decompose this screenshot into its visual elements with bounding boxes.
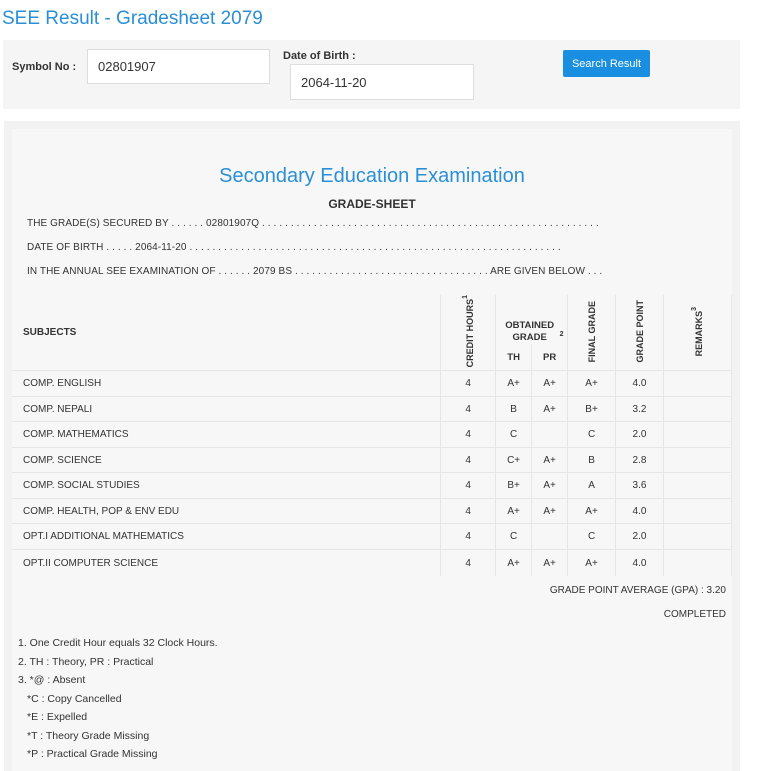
th-header: TH	[496, 344, 532, 371]
remarks-cell	[663, 448, 731, 473]
remarks-cell	[663, 422, 731, 448]
footnote-expelled: *E : Expelled	[27, 711, 88, 723]
grade-point-cell: 2.0	[616, 524, 664, 550]
footnote-copy-cancelled: *C : Copy Cancelled	[27, 692, 122, 705]
credit-cell: 4	[441, 473, 496, 499]
final-grade-cell: A+	[568, 371, 616, 397]
dob-input[interactable]: 2064-11-20	[290, 64, 474, 100]
pr-cell: A+	[532, 448, 568, 473]
credit-cell: 4	[441, 371, 496, 397]
pr-cell: A+	[532, 371, 568, 397]
pr-cell: A+	[532, 499, 568, 524]
remarks-cell	[663, 524, 731, 550]
final-grade-cell: A+	[568, 499, 616, 524]
credit-cell: 4	[441, 397, 496, 422]
th-cell: B+	[496, 473, 532, 499]
pr-cell	[532, 422, 568, 448]
credit-cell: 4	[441, 422, 496, 448]
remarks-cell	[663, 397, 731, 422]
dob-line: DATE OF BIRTH . . . . . 2064-11-20 . . . . . . . . . . . . . . . . . . . . . . . . . . . . . . . . . . . . . . . . . . . . . . . . . . . . . . . . . . . . . . . . .	[27, 242, 561, 253]
result-status: COMPLETED	[663, 609, 726, 620]
table-row	[12, 422, 732, 448]
th-cell: B	[496, 397, 532, 422]
pr-cell: A+	[532, 550, 568, 576]
final-grade-cell: C	[568, 524, 616, 550]
footnote-practical-missing: *P : Practical Grade Missing	[27, 748, 158, 760]
obtained-grade-header: OBTAINED GRADE $^2$	[496, 295, 568, 344]
grades-table	[12, 295, 732, 576]
pr-cell	[532, 524, 568, 550]
gradesheet	[12, 129, 732, 771]
grade-point-cell: 3.2	[616, 397, 664, 422]
table-row	[12, 524, 732, 550]
gradesheet-title: GRADE-SHEET	[328, 197, 416, 211]
gpa-summary: GRADE POINT AVERAGE (GPA) : 3.20	[549, 585, 726, 596]
grade-point-cell: 4.0	[616, 550, 664, 576]
grade-point-cell: 2.8	[616, 448, 664, 473]
search-panel	[3, 40, 740, 109]
exam-line: IN THE ANNUAL SEE EXAMINATION OF . . . . . . 2079 BS . . . . . . . . . . . . . . . . . . . . . . . . . . . . . . . . . . ARE GIVEN BELOW . . .	[27, 266, 603, 277]
grade-point-cell: 3.6	[616, 473, 664, 499]
footnote-th-pr: 2. TH : Theory, PR : Practical	[18, 655, 154, 668]
remarks-cell	[663, 499, 731, 524]
final-grade-header: FINAL GRADE	[568, 295, 616, 371]
footnote-credit-hour: 1. One Credit Hour equals 32 Clock Hours.	[18, 637, 218, 649]
th-cell: C+	[496, 448, 532, 473]
grade-point-cell: 2.0	[616, 422, 664, 448]
final-grade-cell: C	[568, 422, 616, 448]
remarks-header: REMARKS$^3$	[663, 295, 731, 371]
remarks-cell	[663, 550, 731, 576]
dob-label: Date of Birth :	[283, 50, 356, 62]
table-row	[12, 397, 732, 422]
th-cell: A+	[496, 499, 532, 524]
th-cell: C	[496, 422, 532, 448]
grade-point-cell: 4.0	[616, 499, 664, 524]
footnote-absent: 3. *@ : Absent	[18, 674, 86, 686]
table-row	[12, 448, 732, 473]
table-row	[12, 371, 732, 397]
grade-point-header: GRADE POINT	[616, 295, 664, 371]
search-result-button[interactable]: Search Result	[563, 50, 650, 77]
footnotes	[18, 634, 218, 764]
page-title: SEE Result - Gradesheet 2079	[2, 8, 263, 29]
pr-header: PR	[532, 344, 568, 371]
subject-cell: COMP. MATHEMATICS	[12, 422, 441, 448]
credit-cell: 4	[441, 499, 496, 524]
table-row	[12, 499, 732, 524]
footnote-theory-missing: *T : Theory Grade Missing	[27, 729, 150, 742]
th-cell: A+	[496, 371, 532, 397]
exam-title: Secondary Education Examination	[219, 165, 525, 187]
subjects-header: SUBJECTS	[12, 295, 441, 371]
secured-by-line: THE GRADE(S) SECURED BY . . . . . . 02801907Q . . . . . . . . . . . . . . . . . . . . . . . . . . . . . . . . . . . . . . . . . . . . . . . . . . . . . . . . . . .	[27, 218, 599, 229]
table-row	[12, 550, 732, 576]
subject-cell: COMP. SOCIAL STUDIES	[12, 473, 441, 499]
subject-cell: COMP. SCIENCE	[12, 448, 441, 473]
final-grade-cell: B+	[568, 397, 616, 422]
remarks-cell	[663, 473, 731, 499]
credit-cell: 4	[441, 550, 496, 576]
subject-cell: OPT.II COMPUTER SCIENCE	[12, 550, 441, 576]
final-grade-cell: A	[568, 473, 616, 499]
final-grade-cell: A+	[568, 550, 616, 576]
subject-cell: OPT.I ADDITIONAL MATHEMATICS	[12, 524, 441, 550]
credit-hours-header: CREDIT HOURS$^1$	[441, 295, 496, 371]
th-cell: A+	[496, 550, 532, 576]
pr-cell: A+	[532, 473, 568, 499]
symbol-label: Symbol No :	[12, 61, 77, 73]
subject-cell: COMP. NEPALI	[12, 397, 441, 422]
symbol-input[interactable]: 02801907	[87, 49, 270, 84]
gradesheet-card	[4, 121, 740, 771]
final-grade-cell: B	[568, 448, 616, 473]
credit-cell: 4	[441, 524, 496, 550]
subject-cell: COMP. HEALTH, POP & ENV EDU	[12, 499, 441, 524]
th-cell: C	[496, 524, 532, 550]
pr-cell: A+	[532, 397, 568, 422]
subject-cell: COMP. ENGLISH	[12, 371, 441, 397]
header-row	[12, 295, 732, 344]
table-row	[12, 473, 732, 499]
credit-cell: 4	[441, 448, 496, 473]
grade-point-cell: 4.0	[616, 371, 664, 397]
remarks-cell	[663, 371, 731, 397]
